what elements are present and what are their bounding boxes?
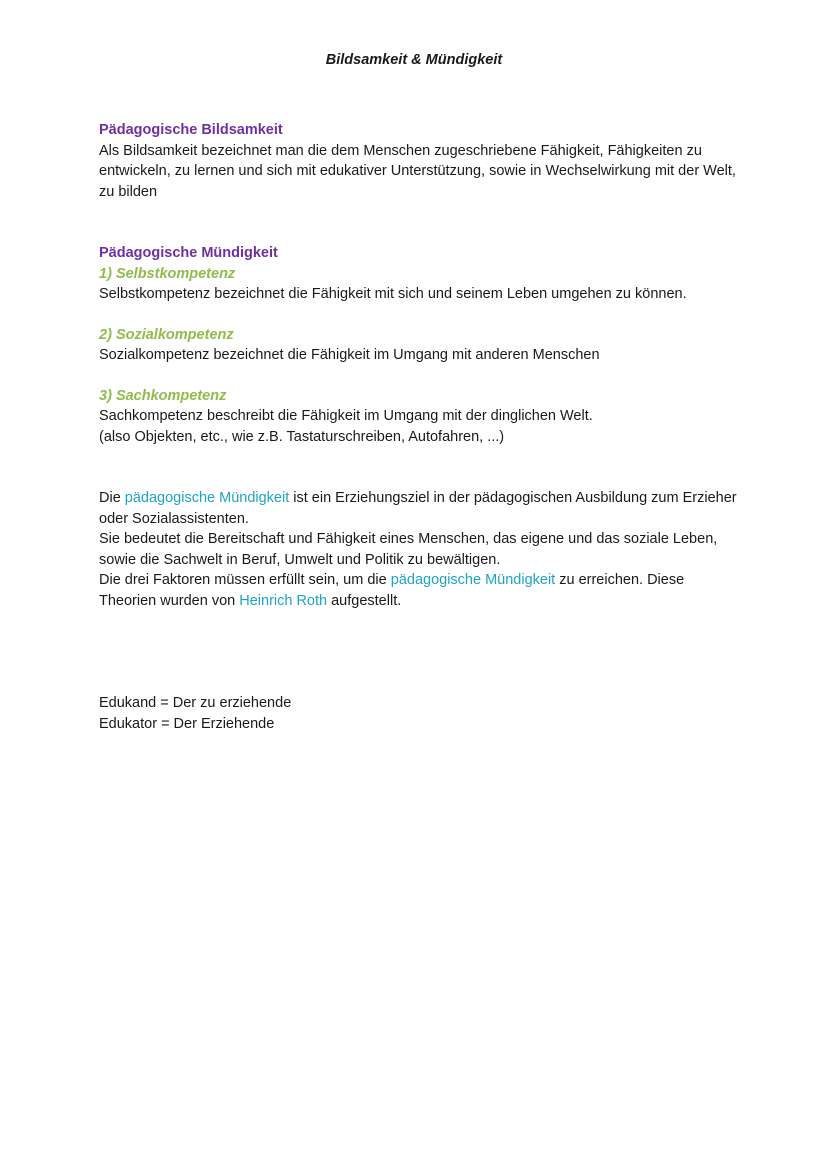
paragraph-summary-3 [99, 570, 739, 611]
document-content [99, 120, 739, 734]
item-selbstkompetenz [99, 264, 739, 305]
paragraph-sachkompetenz-examples: (also Objekten, etc., wie z.B. Tastaturschreiben, Autofahren, ...) [99, 428, 505, 445]
paragraph-summary-1 [99, 488, 739, 529]
text-run: zu erreichen. Diese Theorien wurden von [99, 572, 685, 609]
paragraph-sozialkompetenz: Sozialkompetenz bezeichnet die Fähigkeit im Umgang mit anderen Menschen [99, 347, 600, 363]
heading-muendigkeit: Pädagogische Mündigkeit [99, 245, 278, 261]
text-run: Die [99, 490, 125, 506]
item-title: Sozialkompetenz [115, 326, 234, 343]
section-definitions [99, 693, 739, 734]
item-sozialkompetenz [99, 325, 739, 366]
section-bildsamkeit [99, 120, 739, 202]
text-run: aufgestellt. [327, 592, 402, 609]
section-summary [99, 488, 739, 611]
subheading-sachkompetenz [99, 386, 739, 407]
definition-edukand: Edukand = Der zu erziehende [99, 695, 292, 711]
text-run: ist ein Erziehungsziel in der pädagogischen Ausbildung zum Erzieher oder Sozialassistenten. [99, 490, 737, 527]
item-number: 2) [99, 326, 112, 343]
paragraph-summary-2: Sie bedeutet die Bereitschaft und Fähigkeit eines Menschen, das eigene und das soziale Leben, sowie die Sachwelt in Beruf, Umwelt und Politik zu bewältigen. [99, 531, 718, 568]
link-paedagogische-muendigkeit[interactable]: pädagogische Mündigkeit [390, 572, 556, 588]
subheading-selbstkompetenz [99, 264, 739, 285]
item-number: 3) [99, 387, 112, 404]
paragraph-bildsamkeit: Als Bildsamkeit bezeichnet man die dem Menschen zugeschriebene Fähigkeit, Fähigkeiten zu entwickeln, zu lernen und sich mit edukativer Unterstützung, sowie in Wechselwirkung mit der Welt, zu bilden [99, 142, 736, 200]
item-title: Selbstkompetenz [115, 265, 236, 282]
item-title: Sachkompetenz [115, 387, 227, 404]
text-run: Die drei Faktoren müssen erfüllt sein, um die [99, 572, 391, 588]
link-heinrich-roth[interactable]: Heinrich Roth [239, 592, 328, 609]
item-number: 1) [99, 265, 112, 282]
definition-edukator: Edukator = Der Erziehende [99, 715, 275, 732]
item-sachkompetenz [99, 386, 739, 448]
link-paedagogische-muendigkeit[interactable]: pädagogische Mündigkeit [124, 490, 290, 506]
subheading-sozialkompetenz [99, 325, 739, 346]
section-muendigkeit [99, 243, 739, 447]
heading-bildsamkeit: Pädagogische Bildsamkeit [99, 122, 283, 138]
paragraph-sachkompetenz: Sachkompetenz beschreibt die Fähigkeit im Umgang mit der dinglichen Welt. [99, 408, 593, 424]
paragraph-selbstkompetenz: Selbstkompetenz bezeichnet die Fähigkeit mit sich und seinem Leben umgehen zu können. [99, 286, 687, 302]
document-title: Bildsamkeit & Mündigkeit [325, 52, 503, 68]
